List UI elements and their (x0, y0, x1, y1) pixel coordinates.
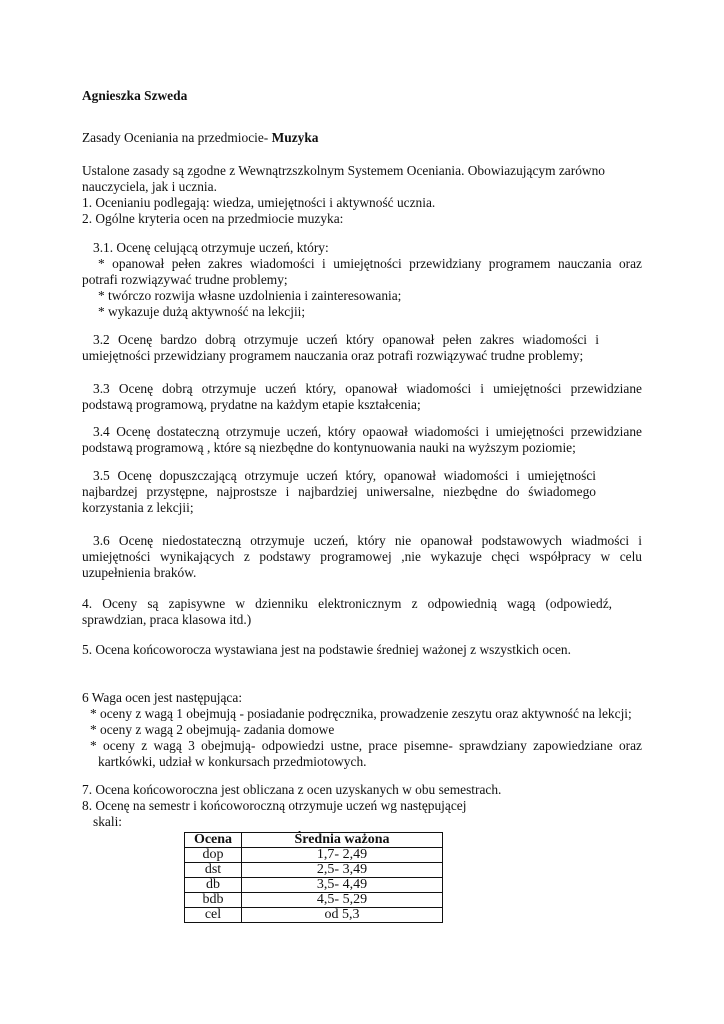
table-row (185, 863, 443, 878)
table-row (185, 908, 443, 923)
range-cell: 2,5- 3,49 (242, 863, 443, 878)
grade-cell: bdb (185, 893, 242, 908)
criteria-3-4-line-1: 3.4 Ocenę dostateczną otrzymuje uczeń, który opaował wiadomości i umiejętności przewidziane (93, 424, 642, 439)
grade-cell: db (185, 878, 242, 893)
point-6-heading: 6 Waga ocen jest następująca: (82, 690, 243, 705)
point-7: 7. Ocena końcoworoczna jest obliczana z ocen uzyskanych w obu semestrach. (82, 782, 502, 797)
table-row (185, 878, 443, 893)
point-8-line-1: 8. Ocenę na semestr i końcoworoczną otrzymuje uczeń wg następującej (82, 798, 467, 813)
criteria-3-6-line-1: 3.6 Ocenę niedostateczną otrzymuje uczeń, który nie opanował podstawowych wiadmości i (93, 533, 642, 548)
criteria-3-5-line-3: korzystania z lekcjii; (82, 500, 194, 515)
range-cell: od 5,3 (242, 908, 443, 923)
table-header-row (185, 833, 443, 848)
subject-name: Muzyka (271, 130, 319, 145)
criteria-3-6-line-3: uzupełnienia braków. (82, 565, 197, 580)
table-row (185, 848, 443, 863)
criteria-3-1-bullet-3: * wykazuje dużą aktywność na lekcjii; (98, 304, 306, 319)
criteria-3-5-line-2: najbardzej przystępne, najprostsze i najbardziej uniwersalne, niezbędne do świadomego (82, 484, 596, 499)
point-4-line-1: 4. Oceny są zapisywne w dzienniku elektronicznym z odpowiednią wagą (odpowiedź, (82, 596, 612, 611)
criteria-3-5-line-1: 3.5 Ocenę dopuszczającą otrzymuje uczeń który, opanował wiadomości i umiejętności (93, 468, 596, 483)
point-2: 2. Ogólne kryteria ocen na przedmiocie muzyka: (82, 211, 344, 226)
criteria-3-6-line-2: umiejętności wynikających z podstawy programowej ,nie wykazuje chęci współpracy w celu (82, 549, 642, 564)
weight-3-bullet: * oceny z wagą 3 obejmują- odpowiedzi ustne, prace pisemne- sprawdziany zapowiedziane oraz (90, 738, 642, 753)
title-prefix: Zasady Oceniania na przedmiocie- (82, 130, 272, 145)
criteria-3-3-line-2: podstawą programową, prydatne na każdym etapie kształcenia; (82, 397, 421, 412)
criteria-3-1-bullet-1-cont: potrafi rozwiązywać trudne problemy; (82, 272, 288, 287)
weight-1-bullet: * oceny z wagą 1 obejmują - posiadanie podręcznika, prowadzenie zeszytu oraz aktywność na lekcji; (90, 706, 632, 721)
grading-scale-table (184, 832, 443, 923)
point-5: 5. Ocena końcoworocza wystawiana jest na podstawie średniej ważonej z wszystkich ocen. (82, 642, 571, 657)
intro-line-2: nauczyciela, jak i ucznia. (82, 179, 217, 194)
grade-cell: dst (185, 863, 242, 878)
criteria-3-4-line-2: podstawą programową , które są niezbędne do kontynuowania nauki na wyższym poziomie; (82, 440, 576, 455)
grade-cell: cel (185, 908, 242, 923)
column-header-weighted-average: Średnia ważona (242, 833, 443, 848)
range-cell: 4,5- 5,29 (242, 893, 443, 908)
range-cell: 3,5- 4,49 (242, 878, 443, 893)
document-title (82, 130, 318, 146)
table-row (185, 893, 443, 908)
point-4-line-2: sprawdzian, praca klasowa itd.) (82, 612, 252, 627)
criteria-3-2-line-1: 3.2 Ocenę bardzo dobrą otrzymuje uczeń który opanował pełen zakres wiadomości i (93, 332, 599, 347)
intro-line-1: Ustalone zasady są zgodne z Wewnątrzszkolnym Systemem Oceniania. Obowiazującym zarówno (82, 163, 605, 178)
criteria-3-1-bullet-1: * opanował pełen zakres wiadomości i umiejętności przewidziany programem nauczania oraz (98, 256, 642, 271)
weight-2-bullet: * oceny z wagą 2 obejmują- zadania domowe (90, 722, 335, 737)
criteria-3-3-line-1: 3.3 Ocenę dobrą otrzymuje uczeń który, opanował wiadomości i umiejętności przewidziane (93, 381, 642, 396)
point-8-line-2: skali: (93, 814, 123, 829)
criteria-3-1-bullet-2: * twórczo rozwija własne uzdolnienia i zainteresowania; (98, 288, 402, 303)
column-header-grade: Ocena (185, 833, 242, 848)
range-cell: 1,7- 2,49 (242, 848, 443, 863)
author-name: Agnieszka Szweda (82, 88, 188, 103)
criteria-3-2-line-2: umiejętności przewidziany programem nauczania oraz potrafi rozwiązywać trudne problemy; (82, 348, 584, 363)
weight-3-bullet-cont: kartkówki, udział w konkursach przedmiotowych. (98, 754, 367, 769)
criteria-3-1-heading: 3.1. Ocenę celującą otrzymuje uczeń, który: (93, 240, 329, 255)
grade-cell: dop (185, 848, 242, 863)
point-1: 1. Ocenianiu podlegają: wiedza, umiejętności i aktywność ucznia. (82, 195, 436, 210)
